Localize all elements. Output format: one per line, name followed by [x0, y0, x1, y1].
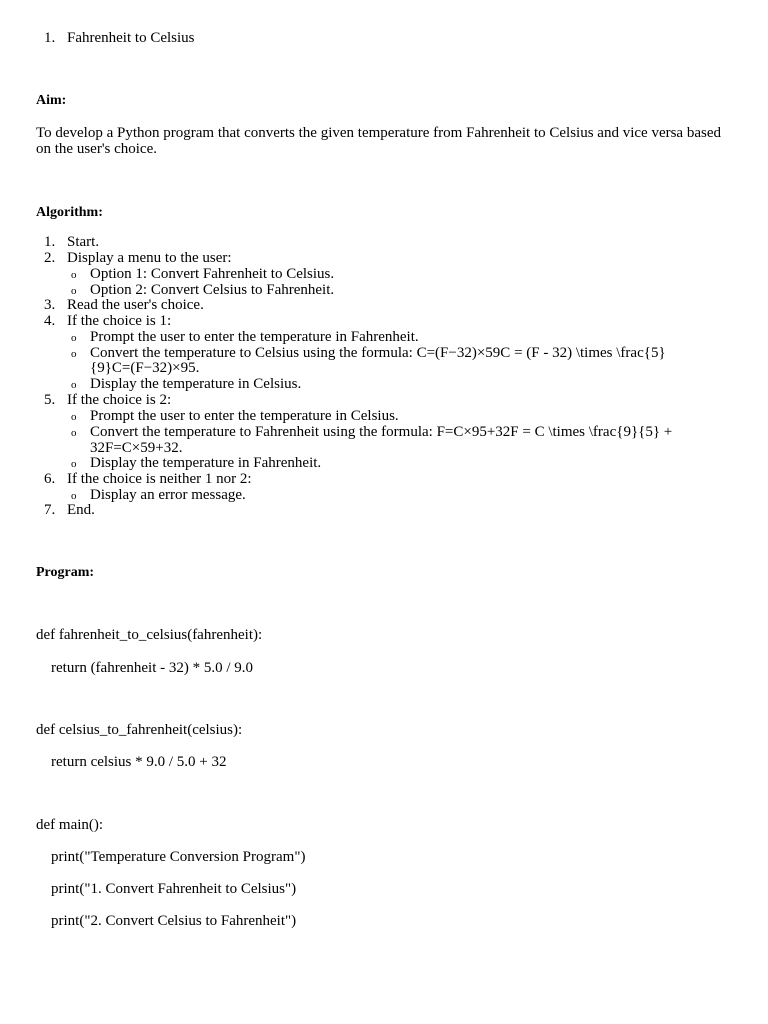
- step-number: 4.: [44, 313, 56, 329]
- code-line: def main():: [36, 817, 104, 833]
- step-text: If the choice is neither 1 nor 2:: [67, 471, 252, 487]
- sub-step-text: Display an error message.: [90, 487, 246, 503]
- step-text: If the choice is 2:: [67, 392, 172, 408]
- step-number: 2.: [44, 250, 56, 266]
- code-line: return (fahrenheit - 32) * 5.0 / 9.0: [51, 660, 254, 676]
- step-text: If the choice is 1:: [67, 313, 172, 329]
- sub-step-text: Prompt the user to enter the temperature in Celsius.: [90, 408, 399, 424]
- sub-step-text: Option 2: Convert Celsius to Fahrenheit.: [90, 282, 335, 298]
- code-line: return celsius * 9.0 / 5.0 + 32: [51, 754, 227, 770]
- heading-item-number: 1.: [44, 30, 56, 46]
- program-heading: Program:: [36, 565, 95, 580]
- sub-step-text-continued: {9}C=(F−32)×95.: [90, 360, 200, 376]
- code-line: def fahrenheit_to_celsius(fahrenheit):: [36, 627, 263, 643]
- sub-step-text: Display the temperature in Fahrenheit.: [90, 455, 322, 471]
- step-number: 7.: [44, 502, 56, 518]
- step-number: 6.: [44, 471, 56, 487]
- code-line: print("2. Convert Celsius to Fahrenheit"): [51, 913, 297, 929]
- code-line: print("1. Convert Fahrenheit to Celsius"): [51, 881, 297, 897]
- bullet-marker: o: [71, 285, 77, 297]
- step-number: 3.: [44, 297, 56, 313]
- code-line: def celsius_to_fahrenheit(celsius):: [36, 722, 243, 738]
- sub-step-text: Convert the temperature to Fahrenheit using the formula: F=C×95+32F = C \times \frac{9}{5} +: [90, 424, 673, 440]
- bullet-marker: o: [71, 269, 77, 281]
- sub-step-text: Prompt the user to enter the temperature in Fahrenheit.: [90, 329, 419, 345]
- step-text: Read the user's choice.: [67, 297, 204, 313]
- bullet-marker: o: [71, 427, 77, 439]
- code-line: print("Temperature Conversion Program"): [51, 849, 306, 865]
- step-number: 1.: [44, 234, 56, 250]
- bullet-marker: o: [71, 458, 77, 470]
- bullet-marker: o: [71, 332, 77, 344]
- step-text: End.: [67, 502, 95, 518]
- heading-item-text: Fahrenheit to Celsius: [67, 30, 195, 46]
- sub-step-text: Display the temperature in Celsius.: [90, 376, 302, 392]
- bullet-marker: o: [71, 379, 77, 391]
- algorithm-heading: Algorithm:: [36, 205, 103, 220]
- sub-step-text: Option 1: Convert Fahrenheit to Celsius.: [90, 266, 335, 282]
- step-number: 5.: [44, 392, 56, 408]
- bullet-marker: o: [71, 490, 77, 502]
- step-text: Start.: [67, 234, 100, 250]
- aim-heading: Aim:: [36, 93, 67, 108]
- bullet-marker: o: [71, 348, 77, 360]
- sub-step-text-continued: 32F=C×59+32.: [90, 440, 183, 456]
- bullet-marker: o: [71, 411, 77, 423]
- aim-text: To develop a Python program that converts the given temperature from Fahrenheit to Celsius and vice versa based on the user's choice.: [36, 125, 721, 157]
- step-text: Display a menu to the user:: [67, 250, 232, 266]
- sub-step-text: Convert the temperature to Celsius using the formula: C=(F−32)×59C = (F - 32) \times \frac{5}: [90, 345, 666, 361]
